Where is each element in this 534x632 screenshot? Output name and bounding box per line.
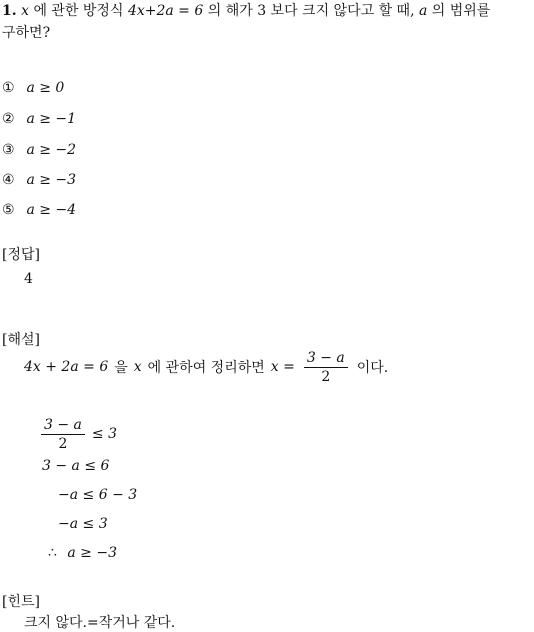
- explanation-line: [24, 347, 388, 387]
- question-number: 1.: [2, 3, 17, 19]
- step-1-denominator: 2: [58, 435, 68, 452]
- option-3-expr: a ≥ −2: [26, 142, 77, 158]
- step-4: −a ≤ 3: [58, 516, 108, 532]
- question-text-3: 의 범위를: [431, 3, 491, 19]
- explanation-fraction: [304, 349, 348, 386]
- option-1-expr: a ≥ 0: [26, 80, 65, 96]
- question-equation: 4x+2a = 6: [127, 3, 204, 19]
- option-2[interactable]: [2, 111, 76, 127]
- option-5-expr: a ≥ −4: [26, 202, 77, 218]
- question-var-a: a: [418, 3, 428, 19]
- explanation-text-1: 을: [114, 360, 128, 376]
- explanation-label: [해설]: [2, 332, 40, 348]
- explanation-text-3: 이다.: [356, 360, 389, 376]
- step-1-rest: ≤ 3: [91, 426, 117, 442]
- question-line-1: [2, 0, 490, 22]
- question-var-x: x: [21, 3, 29, 19]
- option-3[interactable]: [2, 142, 76, 158]
- step-1: [38, 414, 117, 454]
- option-1[interactable]: [2, 80, 64, 96]
- answer-value: 4: [24, 271, 33, 287]
- explanation-var-x: x: [133, 359, 142, 375]
- option-3-mark: ③: [2, 142, 15, 158]
- option-4-mark: ④: [2, 172, 15, 188]
- question-text-2: 의 해가 3 보다 크지 않다고 할 때,: [207, 3, 415, 19]
- step-1-fraction: [41, 416, 85, 453]
- explanation-fraction-numerator: 3 − a: [304, 349, 348, 368]
- explanation-x-equals: x =: [270, 359, 295, 375]
- option-4[interactable]: [2, 172, 76, 188]
- explanation-equation: 4x + 2a = 6: [24, 359, 109, 375]
- therefore-symbol: ∴: [48, 545, 57, 561]
- step-2: 3 − a ≤ 6: [42, 458, 110, 474]
- answer-label: [정답]: [2, 247, 40, 263]
- option-4-expr: a ≥ −3: [26, 172, 77, 188]
- option-1-mark: ①: [2, 80, 15, 96]
- explanation-text-2: 에 관하여 정리하면: [147, 360, 265, 376]
- question-line-2: 구하면?: [2, 25, 51, 41]
- option-2-mark: ②: [2, 111, 15, 127]
- option-5[interactable]: [2, 202, 76, 218]
- explanation-fraction-denominator: 2: [321, 368, 331, 385]
- question-text-1: 에 관한 방정식: [33, 3, 124, 19]
- hint-label: [힌트]: [2, 594, 40, 610]
- step-5-expr: a ≥ −3: [67, 545, 117, 561]
- option-2-expr: a ≥ −1: [26, 111, 77, 127]
- hint-text: 크지 않다.=작거나 같다.: [24, 615, 176, 631]
- step-3: −a ≤ 6 − 3: [58, 487, 138, 503]
- step-1-numerator: 3 − a: [41, 416, 85, 435]
- step-5: [48, 545, 117, 561]
- option-5-mark: ⑤: [2, 202, 15, 218]
